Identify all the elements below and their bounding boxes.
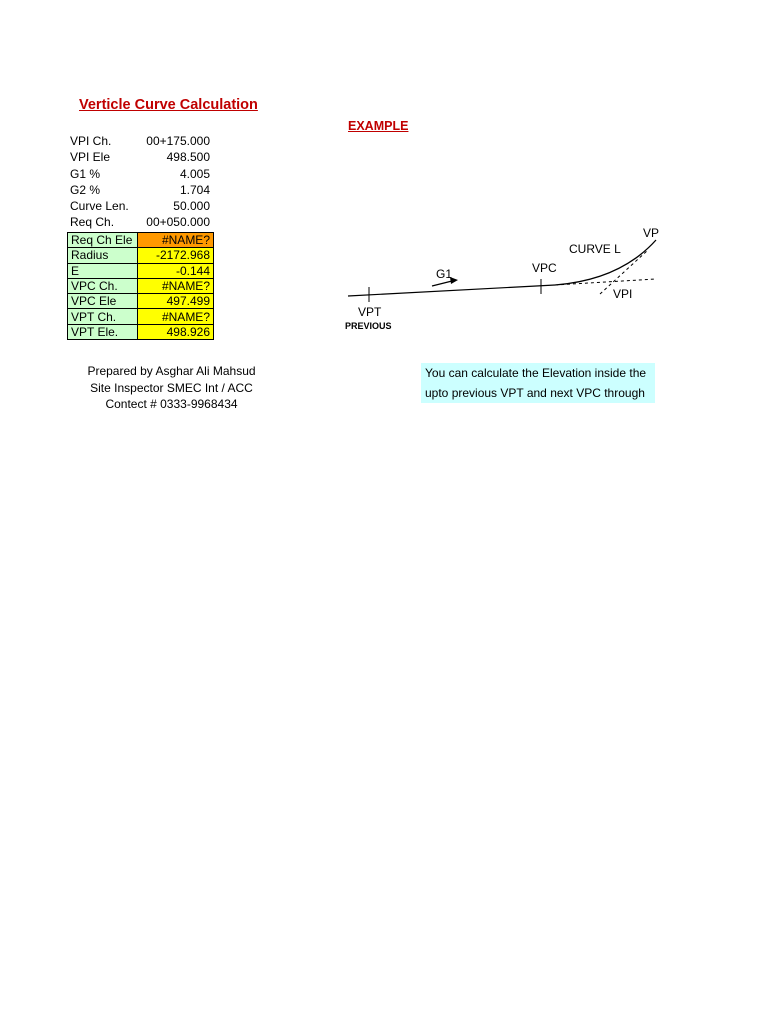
input-list	[68, 133, 213, 231]
vpt-label: VPT	[358, 305, 382, 319]
result-label: VPT Ch.	[68, 309, 138, 324]
result-value[interactable]: 498.926	[138, 324, 214, 339]
note-line-2: upto previous VPT and next VPC through	[425, 386, 645, 400]
vpc-label: VPC	[532, 261, 557, 275]
result-row	[68, 248, 214, 263]
vp-label: VP	[643, 226, 660, 240]
vertical-curve-diagram	[330, 220, 660, 340]
result-label: Radius	[68, 248, 138, 263]
tangent-extension	[555, 279, 656, 285]
note-line-1: You can calculate the Elevation inside the	[425, 366, 647, 380]
example-heading: EXAMPLE	[348, 119, 409, 133]
input-row-g2	[68, 182, 213, 198]
result-value[interactable]: -2172.968	[138, 248, 214, 263]
input-label: Req Ch.	[70, 215, 115, 230]
input-value[interactable]: 00+175.000	[146, 134, 210, 148]
credits	[70, 363, 273, 413]
curve-label: CURVE L	[569, 242, 621, 256]
input-value[interactable]: 1.704	[179, 182, 210, 197]
result-value[interactable]: -0.144	[138, 263, 214, 278]
input-row-vpi-ele	[68, 149, 213, 165]
result-value[interactable]: 497.499	[138, 294, 214, 309]
result-row	[68, 263, 214, 278]
input-value[interactable]: 498.500	[166, 150, 210, 165]
result-label: VPC Ch.	[68, 278, 138, 293]
input-value[interactable]: 4.005	[179, 166, 210, 181]
input-label: G1 %	[70, 166, 101, 181]
credits-contact: Contect # 0333-9968434	[105, 397, 238, 411]
input-value[interactable]: 00+050.000	[146, 215, 210, 230]
result-row	[68, 324, 214, 339]
result-row	[68, 278, 214, 293]
result-value[interactable]: #NAME?	[138, 233, 214, 248]
result-value[interactable]: #NAME?	[138, 309, 214, 324]
input-label: VPI Ch.	[70, 134, 112, 148]
credits-position: Site Inspector SMEC Int / ACC	[90, 380, 253, 395]
result-label: VPC Ele	[68, 294, 138, 309]
result-label: E	[68, 263, 138, 278]
g1-arrow-shaft	[432, 281, 452, 286]
result-label: VPT Ele.	[68, 324, 138, 339]
input-row-vpi-ch	[68, 133, 213, 149]
info-note	[421, 363, 655, 403]
input-label: VPI Ele	[70, 150, 111, 165]
result-row	[68, 294, 214, 309]
grade-line	[348, 285, 555, 296]
input-row-curve-len	[68, 198, 213, 214]
input-label: Curve Len.	[70, 199, 129, 214]
credits-author: Prepared by Asghar Ali Mahsud	[87, 364, 256, 378]
results-table	[67, 232, 214, 340]
vpi-label: VPI	[613, 287, 633, 301]
sheet-title: Verticle Curve Calculation	[79, 97, 258, 113]
previous-label: PREVIOUS	[345, 321, 392, 331]
input-row-g1	[68, 166, 213, 182]
result-value[interactable]: #NAME?	[138, 278, 214, 293]
result-label: Req Ch Ele	[68, 233, 138, 248]
input-row-req-ch	[68, 214, 213, 230]
g1-label: G1	[436, 267, 453, 281]
result-row	[68, 309, 214, 324]
input-value[interactable]: 50.000	[173, 199, 210, 214]
result-row	[68, 233, 214, 248]
input-label: G2 %	[70, 182, 101, 197]
